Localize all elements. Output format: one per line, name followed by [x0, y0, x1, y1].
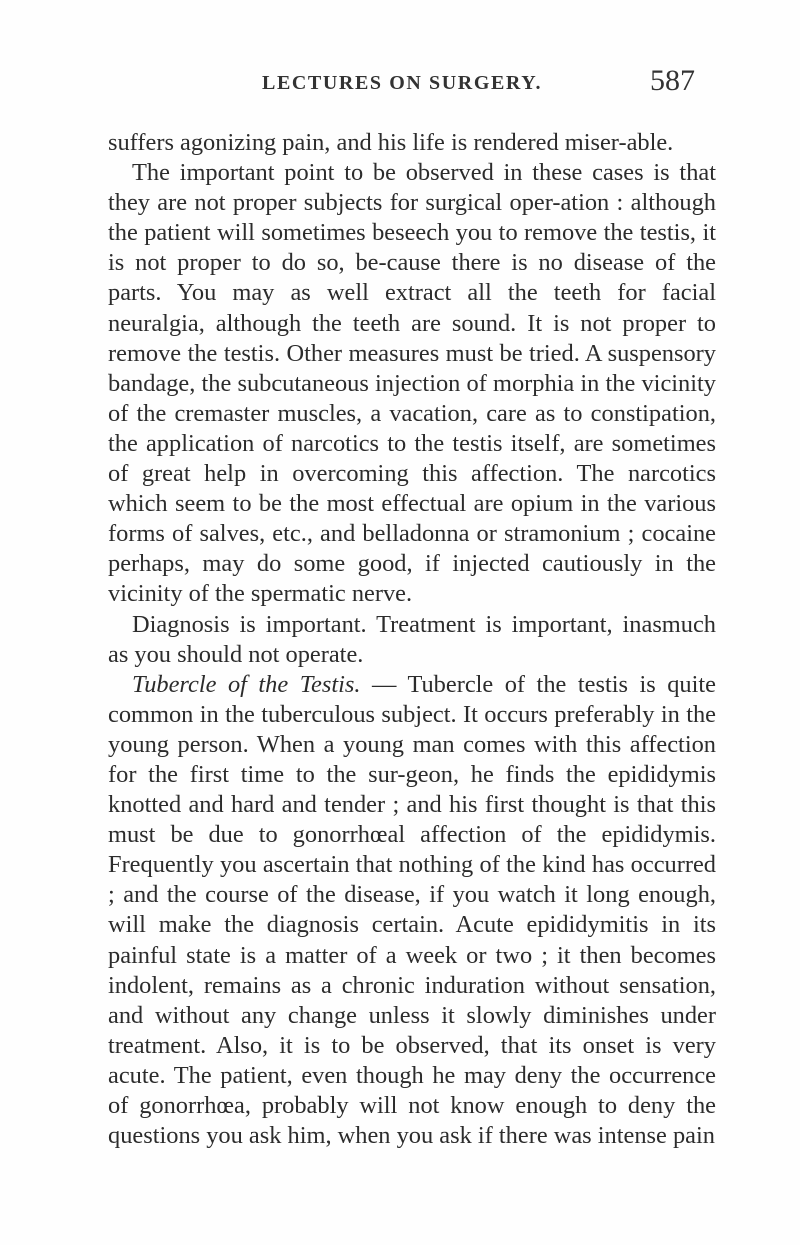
running-head: LECTURES ON SURGERY. — [262, 72, 543, 94]
tubercle-body: — Tubercle of the testis is quite common in the tuberculous subject. It occurs preferably in the young person. When a young man comes with this affection for the first time to the sur-geon, he finds the epididymis knotted and hard and tender ; and his first thought is that this must be due to gonorrhœal affection of the epididymis. Frequently you ascertain that nothing of the kind has occurred ; and the course of the disease, if you watch it long enough, will make the diagnosis certain. Acute epididymitis in its painful state is a matter of a week or two ; it then becomes indolent, remains as a chronic induration without sensation, and without any change unless it slowly diminishes under treatment. Also, it is to be observed, that its onset is very acute. The patient, even though he may deny the occurrence of gonorrhœa, probably will not know enough to deny the questions you ask him, when you ask if there was intense pain — [108, 670, 717, 1150]
paragraph-diagnosis: Diagnosis is important. Treatment is important, inasmuch as you should not operate. — [108, 610, 716, 668]
section-heading-tubercle: Tubercle of the Testis. — [132, 670, 361, 698]
body-text — [108, 128, 716, 1151]
paragraph-continuation: suffers agonizing pain, and his life is rendered miser-able. — [108, 129, 674, 156]
page-number: 587 — [650, 64, 695, 97]
paragraph-important-point: The important point to be observed in these cases is that they are not proper subjects for surgical oper-ation : although the patient will sometimes beseech you to remove the testis, it is not proper to do so, be-cause there is no disease of the parts. You may as well extract all the teeth for facial neuralgia, although the teeth are sound. It is not proper to remove the testis. Other measures must be tried. A suspensory bandage, the subcutaneous injection of morphia in the vicinity of the cremaster muscles, a vacation, care as to constipation, the application of narcotics to the testis itself, are sometimes of great help in overcoming this affection. The narcotics which seem to be the most effectual are opium in the various forms of salves, etc., and belladonna or stramonium ; cocaine perhaps, may do some good, if injected cautiously in the vicinity of the spermatic nerve. — [108, 159, 716, 608]
paragraph-tubercle — [108, 670, 716, 1152]
